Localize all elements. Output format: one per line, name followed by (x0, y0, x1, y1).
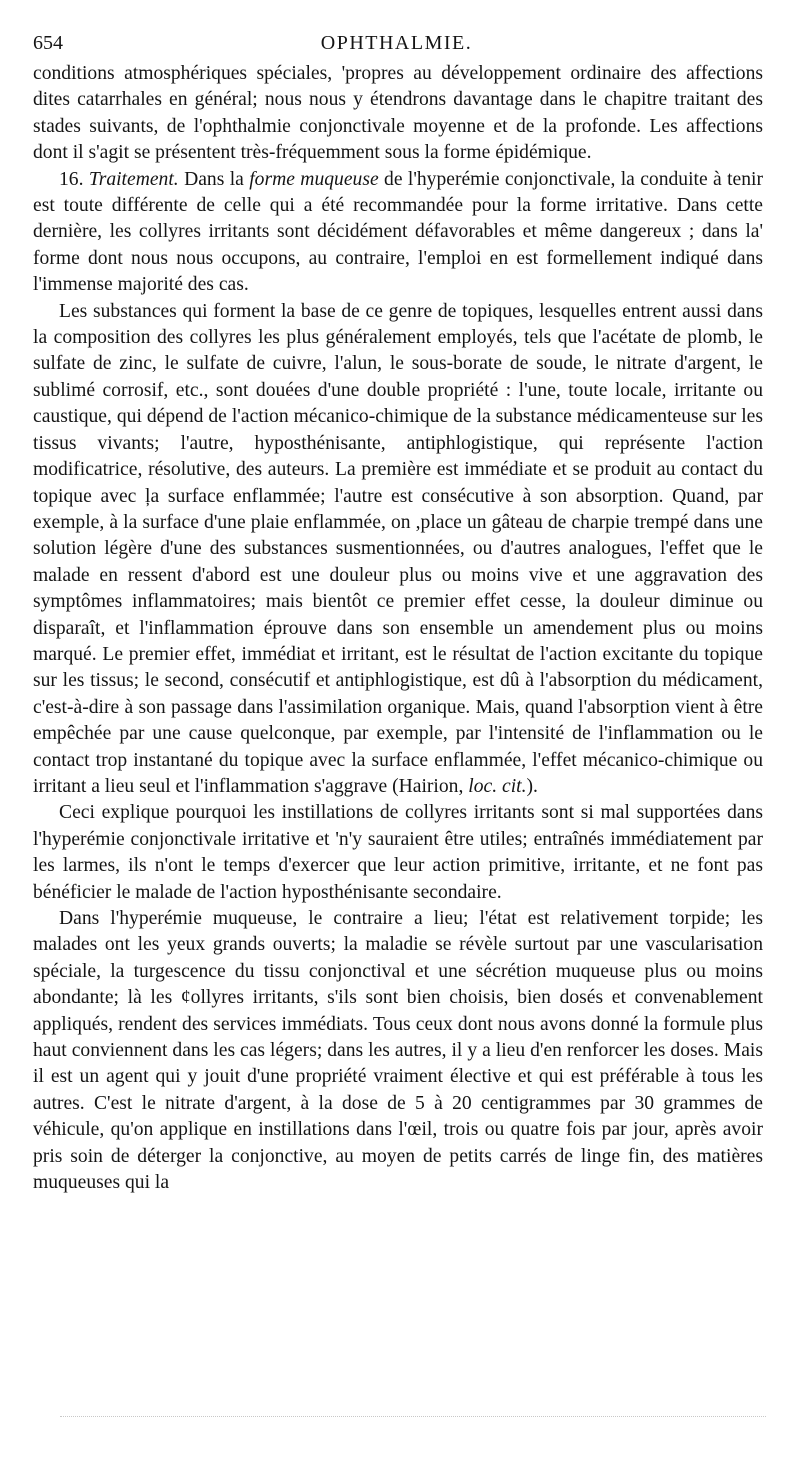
paragraph-2 (33, 167, 763, 299)
running-title: OPHTHALMIE. (320, 32, 473, 54)
paragraph-4: Ceci explique pourquoi les instillations de collyres irritants sont si mal supportées dans l'hyperémie conjonctivale irritative et 'n'y sauraient être utiles; entraînés immédiatement par les larmes, ils n'ont le temps d'exercer que leur action primitive, irritante, et ne font pas bénéficier le malade de l'action hyposthénisante secondaire. (33, 802, 763, 903)
paragraph-1: conditions atmosphériques spéciales, 'propres au développement ordinaire des affections dites catarrhales en général; nous nous y étendrons davantage dans le chapitre traitant des stades suivants, de l'ophthalmie conjonctivale moyenne et de la profonde. Les affections dont il s'agit se présentent très-fréquemment sous la forme épidémique. (33, 63, 763, 164)
paragraph-3-end: ). (526, 775, 538, 797)
emphasis-forme-muqueuse: forme muqueuse (249, 168, 379, 190)
footer-rule (60, 1416, 766, 1417)
paragraph-3 (33, 299, 763, 801)
paragraph-2-text-b: de l'hyperémie conjonctivale, la conduite à tenir est toute différente de celle qui a été recommandée pour la forme irritative. Dans cette dernière, les collyres irritants sont décidément défavorables et même dangereux ; dans la' forme dont nous nous occupons, au contraire, l'emploi en est formellement indiqué dans l'immense majorité des cas. (33, 168, 764, 296)
section-number: 16. (59, 168, 84, 190)
page-number: 654 (33, 32, 63, 54)
paragraph-2-text-a: Dans la (184, 168, 244, 190)
paragraph-5: Dans l'hyperémie muqueuse, le contraire a lieu; l'état est relativement torpide; les malades ont les yeux grands ouverts; la maladie se révèle surtout par une vascularisation spéciale, la turgescence du tissu conjonctival et une sécrétion muqueuse plus ou moins abondante; là les ȼollyres irritants, s'ils sont bien choisis, bien dosés et convenablement appliqués, rendent des services immédiats. Tous ceux dont nous avons donné la formule plus haut conviennent dans les cas légers; dans les autres, il y a lieu d'en renforcer les doses. Mais il est un agent qui y jouit d'une propriété vraiment élective et qui est préférable à tous les autres. C'est le nitrate d'argent, à la dose de 5 à 20 centigrammes par 30 grammes de véhicule, qu'on applique en instillations dans l'œil, trois ou quatre fois par jour, après avoir pris soin de déterger la conjonctive, au moyen de petits carrés de linge fin, des matières muqueuses qui la (33, 908, 763, 1194)
citation: loc. cit. (468, 775, 527, 797)
section-heading: Traitement. (88, 168, 179, 190)
page-body (33, 61, 763, 1196)
paragraph-3-text: Les substances qui forment la base de ce genre de topiques, lesquelles entrent aussi dans la composition des collyres les plus généralement employés, tels que l'acétate de plomb, le sulfate de zinc, le sulfate de cuivre, l'alun, le sous-borate de soude, le nitrate d'argent, le sublimé corrosif, etc., sont douées d'une double propriété : l'une, toute locale, irritante ou caustique, qui dépend de l'action mécanico-chimique de la substance médicamenteuse sur les tissus vivants; l'autre, hyposthénisante, antiphlogistique, qui représente l'action modificatrice, résolutive, des auteurs. La première est immédiate et se produit au contact du topique avec ļa surface enflammée; l'autre est consécutive à son absorption. Quand, par exemple, à la surface d'une plaie enflammée, on ,place un gâteau de charpie trempé dans une solution légère d'une des substances susmentionnées, ou d'autres analogues, l'effet que le malade en ressent d'abord est une douleur plus ou moins vive et une aggravation des symptômes inflammatoires; mais bientôt ce premier effet cesse, la douleur diminue ou disparaît, et l'inflammation éprouve dans son ensemble un amendement plus ou moins marqué. Le premier effet, immédiat et irritant, est le résultat de l'action excitante du topique sur les tissus; le second, consécutif et antiphlogistique, est dû à l'absorption du médicament, c'est-à-dire à son passage dans l'assimilation organique. Mais, quand l'absorption vient à être empêchée par une cause quelconque, par exemple, par l'intensité de l'inflammation ou le contact trop instantané du topique avec la surface enflammée, l'effet mécanico-chimique ou irritant a lieu seul et l'inflammation s'aggrave (Hairion, (33, 300, 763, 797)
page-header (33, 30, 760, 56)
